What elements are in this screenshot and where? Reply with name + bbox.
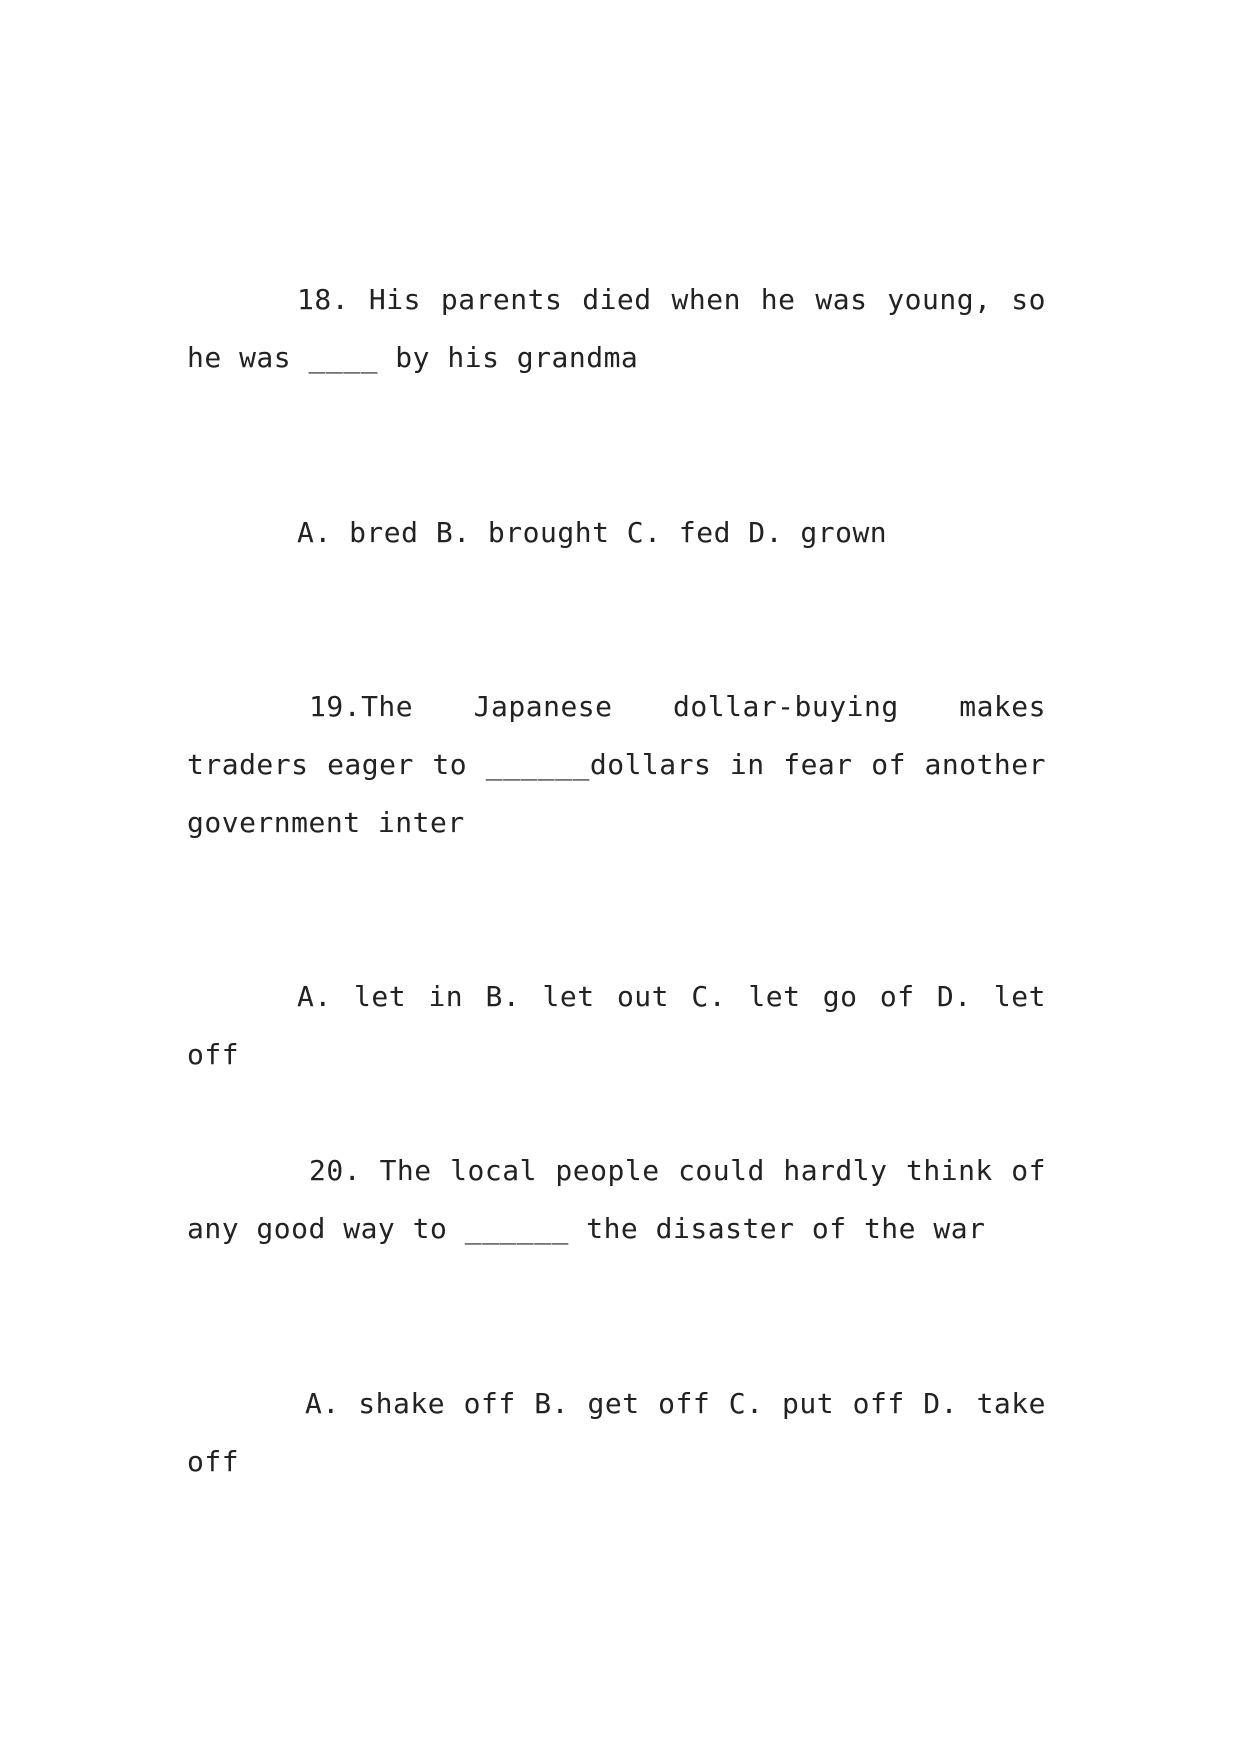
question-18-options: A. bred B. brought C. fed D. grown [297,516,888,549]
question-18-stem: 18. His parents died when he was young, so he was ____ by his grandma [187,283,1046,374]
question-20-options: A. shake off B. get off C. put off D. take off [187,1387,1046,1478]
question-20-stem: 20. The local people could hardly think of any good way to ______ the disaster of the war [187,1154,1046,1245]
question-19-stem: 19.The Japanese dollar-buying makes traders eager to ______dollars in fear of another government inter [187,690,1046,839]
question-19-options: A. let in B. let out C. let go of D. let off [187,980,1046,1071]
